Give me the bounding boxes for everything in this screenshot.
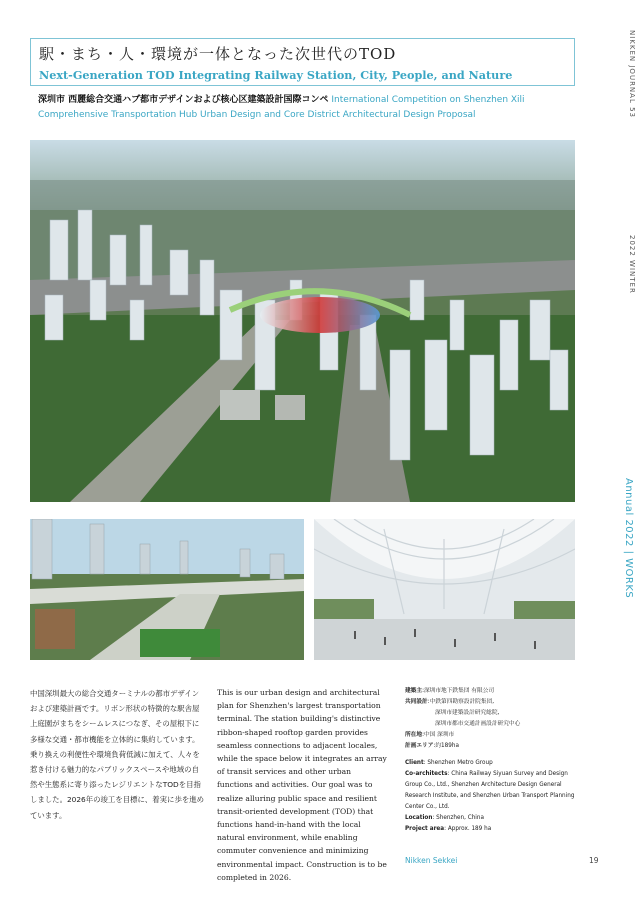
page-title-en: Next-Generation TOD Integrating Railway Station, City, People, and Nature [39,68,513,82]
credit-row: 計画エリア:約189ha [405,743,459,749]
aerial-rendering-image [30,140,575,502]
subtitle-jp: 深圳市 西麗総合交通ハブ都市デザインおよび核心区建築設計国際コンペ [38,95,329,105]
credits-block [405,686,585,835]
issue-season-label: 2022 WINTER [628,235,636,294]
section-label: Annual 2022 | WORKS [623,478,634,599]
page-number: 19 [589,856,599,865]
journal-brand-label: NIKKEN JOURNAL 53 [628,30,636,118]
footer-brand: Nikken Sekkei [405,856,458,865]
credit-row: Client: Shenzhen Metro Group [405,760,493,766]
station-interior-image [314,519,575,660]
credit-row: 深圳市建築設計研究総院, [435,710,500,716]
title-box [30,38,575,86]
credit-row: Project area: Approx. 189 ha [405,826,492,832]
body-text-en: This is our urban design and architectural plan for Shenzhen's largest transportation terminal. The station building's distinctive ribbon-shaped rooftop garden provides seamless connections to adjacent locales, while the space below it integrates an array of transit services and other urban functions and activities. Our goal was to realize alluring public space and resilient transit-oriented development (TOD) that functions hand-in-hand with the local natural environment, while enabling commuter convenience and minimizing environmental impact. Construction is to be completed in 2026. [217,688,387,882]
page-title-jp: 駅・まち・人・環境が一体となった次世代のTOD [39,45,397,63]
credit-row: 建築主:深圳市地下鉄集団 有限公司 [405,688,495,694]
subtitle-en: International Competition on Shenzhen Xili Comprehensive Transportation Hub Urban Design and Core District Architectural Design Proposal [38,95,525,120]
credit-row: 共同設計:中鉄第四勘察設計院集団, [405,699,495,705]
rooftop-garden-image [30,519,304,660]
credit-row: 深圳市都市交通計画設計研究中心 [435,721,521,727]
credit-row: 所在地:中国 深圳市 [405,732,455,738]
credit-row: Co-architects: China Railway Siyuan Survey and Design Group Co., Ltd., Shenzhen Architecture Design General Research Institute, and Shenzhen Urban Transport Planning Center Co., Ltd. [405,771,575,810]
body-text-jp: 中国深圳最大の総合交通ターミナルの都市デザインおよび建築計画です。リボン形状の特徴的な駅舎屋上庭園がまちをシームレスにつなぎ、その屋根下に多様な交通・都市機能を立体的に集約しています。乗り換えの利便性や環境負荷低減に加えて、人々を惹き付ける魅力的なパブリックスペースや地域の自然や生態系に寄り添ったレジリエントなTODを目指しました。2026年の竣工を目標に、着実に歩を進めています。 [30,689,205,820]
credit-row: Location: Shenzhen, China [405,815,484,821]
project-subtitle [38,93,568,123]
